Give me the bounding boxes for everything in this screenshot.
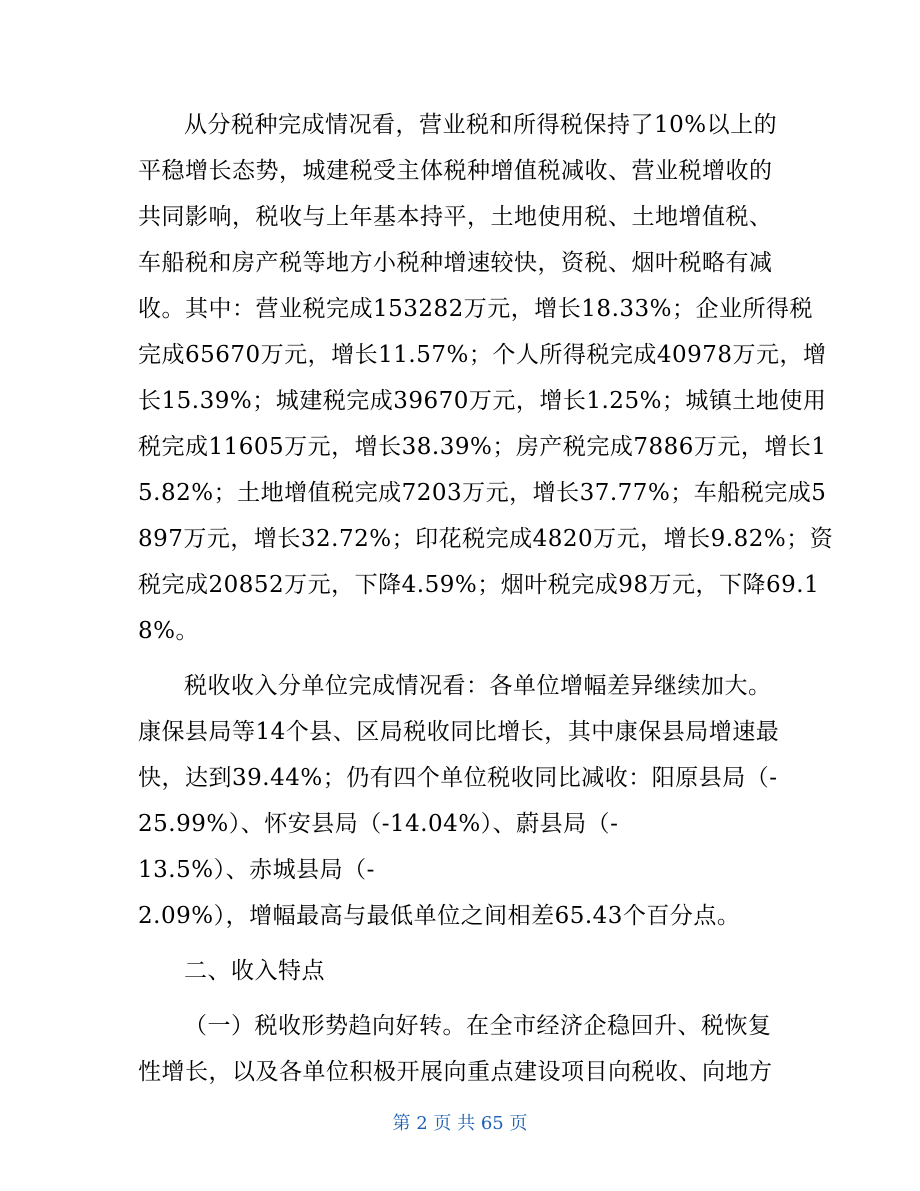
paragraph-line: 25.99%）、怀安县局（-14.04%）、蔚县局（- <box>138 811 619 837</box>
paragraph-line: 康保县局等14个县、区局税收同比增长，其中康保县局增速最 <box>138 719 780 745</box>
paragraph-line: 快，达到39.44%；仍有四个单位税收同比减收：阳原县局（- <box>138 765 778 791</box>
paragraph-line: 税收收入分单位完成情况看：各单位增幅差异继续加大。 <box>184 673 772 699</box>
paragraph-line: 2.09%），增幅最高与最低单位之间相差65.43个百分点。 <box>138 903 741 929</box>
paragraph-line: 完成65670万元，增长11.57%；个人所得税完成40978万元，增 <box>138 342 827 368</box>
paragraph-line: （一）税收形势趋向好转。在全市经济企稳回升、税恢复 <box>184 1013 772 1039</box>
paragraph-line: 897万元，增长32.72%；印花税完成4820万元，增长9.82%；资 <box>138 526 834 552</box>
paragraph-line: 8%。 <box>138 618 199 644</box>
section-heading: 二、收入特点 <box>184 958 325 984</box>
paragraph-line: 从分税种完成情况看，营业税和所得税保持了10%以上的 <box>184 112 778 138</box>
paragraph-line: 5.82%；土地增值税完成7203万元，增长37.77%；车船税完成5 <box>138 480 827 506</box>
paragraph-line: 性增长，以及各单位积极开展向重点建设项目向税收、向地方 <box>138 1059 773 1085</box>
paragraph-line: 车船税和房产税等地方小税种增速较快，资税、烟叶税略有减 <box>138 250 773 276</box>
paragraph-line: 税完成20852万元，下降4.59%；烟叶税完成98万元，下降69.1 <box>138 572 820 598</box>
paragraph-line: 13.5%）、赤城县局（- <box>138 857 375 883</box>
paragraph-line: 收。其中：营业税完成153282万元，增长18.33%；企业所得税 <box>138 296 813 322</box>
paragraph-line: 长15.39%；城建税完成39670万元，增长1.25%；城镇土地使用 <box>138 388 827 414</box>
paragraph-line: 共同影响，税收与上年基本持平，土地使用税、土地增值税、 <box>138 204 773 230</box>
paragraph-line: 税完成11605万元，增长38.39%；房产税完成7886万元，增长1 <box>138 434 827 460</box>
page-number-footer: 第 2 页 共 65 页 <box>392 1113 528 1134</box>
paragraph-line: 平稳增长态势，城建税受主体税种增值税减收、营业税增收的 <box>138 158 773 184</box>
